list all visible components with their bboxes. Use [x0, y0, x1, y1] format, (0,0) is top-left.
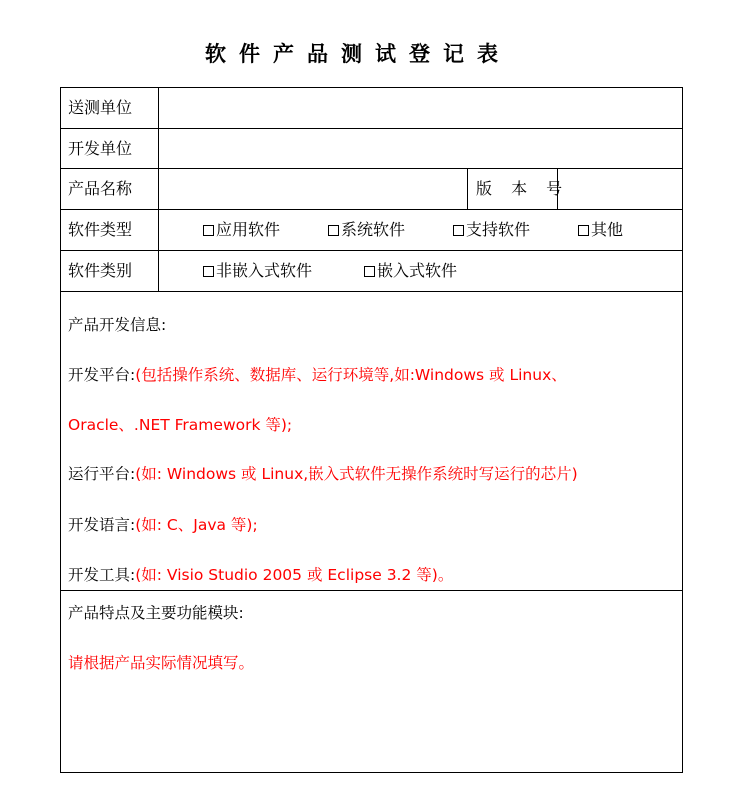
option-label: 支持软件 — [466, 220, 531, 239]
checkbox-icon[interactable] — [453, 225, 464, 236]
label-version-no: 版 本 号 — [476, 179, 570, 198]
version-no-field[interactable] — [558, 169, 682, 209]
label-software-type: 软件类型 — [68, 220, 133, 239]
row-dev-unit — [61, 129, 682, 169]
checkbox-icon[interactable] — [203, 225, 214, 236]
divider — [158, 210, 159, 250]
platform-note-continued: Oracle、.NET Framework 等); — [68, 416, 293, 434]
language-label: 开发语言: — [68, 516, 136, 534]
row-software-type — [61, 210, 682, 251]
row-software-category — [61, 251, 682, 292]
platform-line — [68, 363, 567, 385]
tools-line — [68, 563, 453, 585]
option-app-software[interactable] — [203, 210, 280, 250]
divider — [467, 169, 468, 209]
row-submit-unit — [61, 88, 682, 129]
runtime-label: 运行平台: — [68, 465, 136, 483]
option-label: 嵌入式软件 — [377, 261, 458, 280]
tools-label: 开发工具: — [68, 566, 136, 584]
label-product-name: 产品名称 — [68, 179, 133, 198]
checkbox-icon[interactable] — [578, 225, 589, 236]
language-line — [68, 513, 258, 535]
language-note: (如: C、Java 等); — [135, 516, 258, 534]
runtime-note: (如: Windows 或 Linux,嵌入式软件无操作系统时写运行的芯片) — [135, 465, 578, 483]
submit-unit-field[interactable] — [159, 88, 682, 128]
dev-info-heading: 产品开发信息: — [68, 316, 167, 334]
label-dev-unit: 开发单位 — [68, 139, 133, 158]
features-note: 请根据产品实际情况填写。 — [68, 654, 255, 672]
page-title: 软件产品测试登记表 — [205, 41, 511, 66]
product-name-field[interactable] — [159, 169, 466, 209]
label-submit-unit: 送测单位 — [68, 98, 133, 117]
platform-label: 开发平台: — [68, 366, 136, 384]
registration-form — [60, 87, 683, 773]
features-heading: 产品特点及主要功能模块: — [68, 604, 244, 622]
checkbox-icon[interactable] — [364, 266, 375, 277]
option-label: 系统软件 — [341, 220, 406, 239]
option-label: 非嵌入式软件 — [216, 261, 313, 280]
label-software-category: 软件类别 — [68, 261, 133, 280]
dev-unit-field[interactable] — [159, 129, 682, 168]
features-section[interactable] — [61, 591, 682, 772]
option-system-software[interactable] — [328, 210, 405, 250]
row-product-name — [61, 169, 682, 210]
option-label: 其他 — [591, 220, 624, 239]
option-label: 应用软件 — [216, 220, 281, 239]
option-support-software[interactable] — [453, 210, 530, 250]
runtime-line — [68, 462, 578, 484]
option-other[interactable] — [578, 210, 623, 250]
divider — [158, 251, 159, 291]
option-embedded[interactable] — [364, 251, 457, 291]
checkbox-icon[interactable] — [328, 225, 339, 236]
tools-note: (如: Visio Studio 2005 或 Eclipse 3.2 等)。 — [135, 566, 454, 584]
dev-info-section — [61, 292, 682, 591]
option-non-embedded[interactable] — [203, 251, 312, 291]
checkbox-icon[interactable] — [203, 266, 214, 277]
platform-note: (包括操作系统、数据库、运行环境等,如:Windows 或 Linux、 — [135, 366, 567, 384]
